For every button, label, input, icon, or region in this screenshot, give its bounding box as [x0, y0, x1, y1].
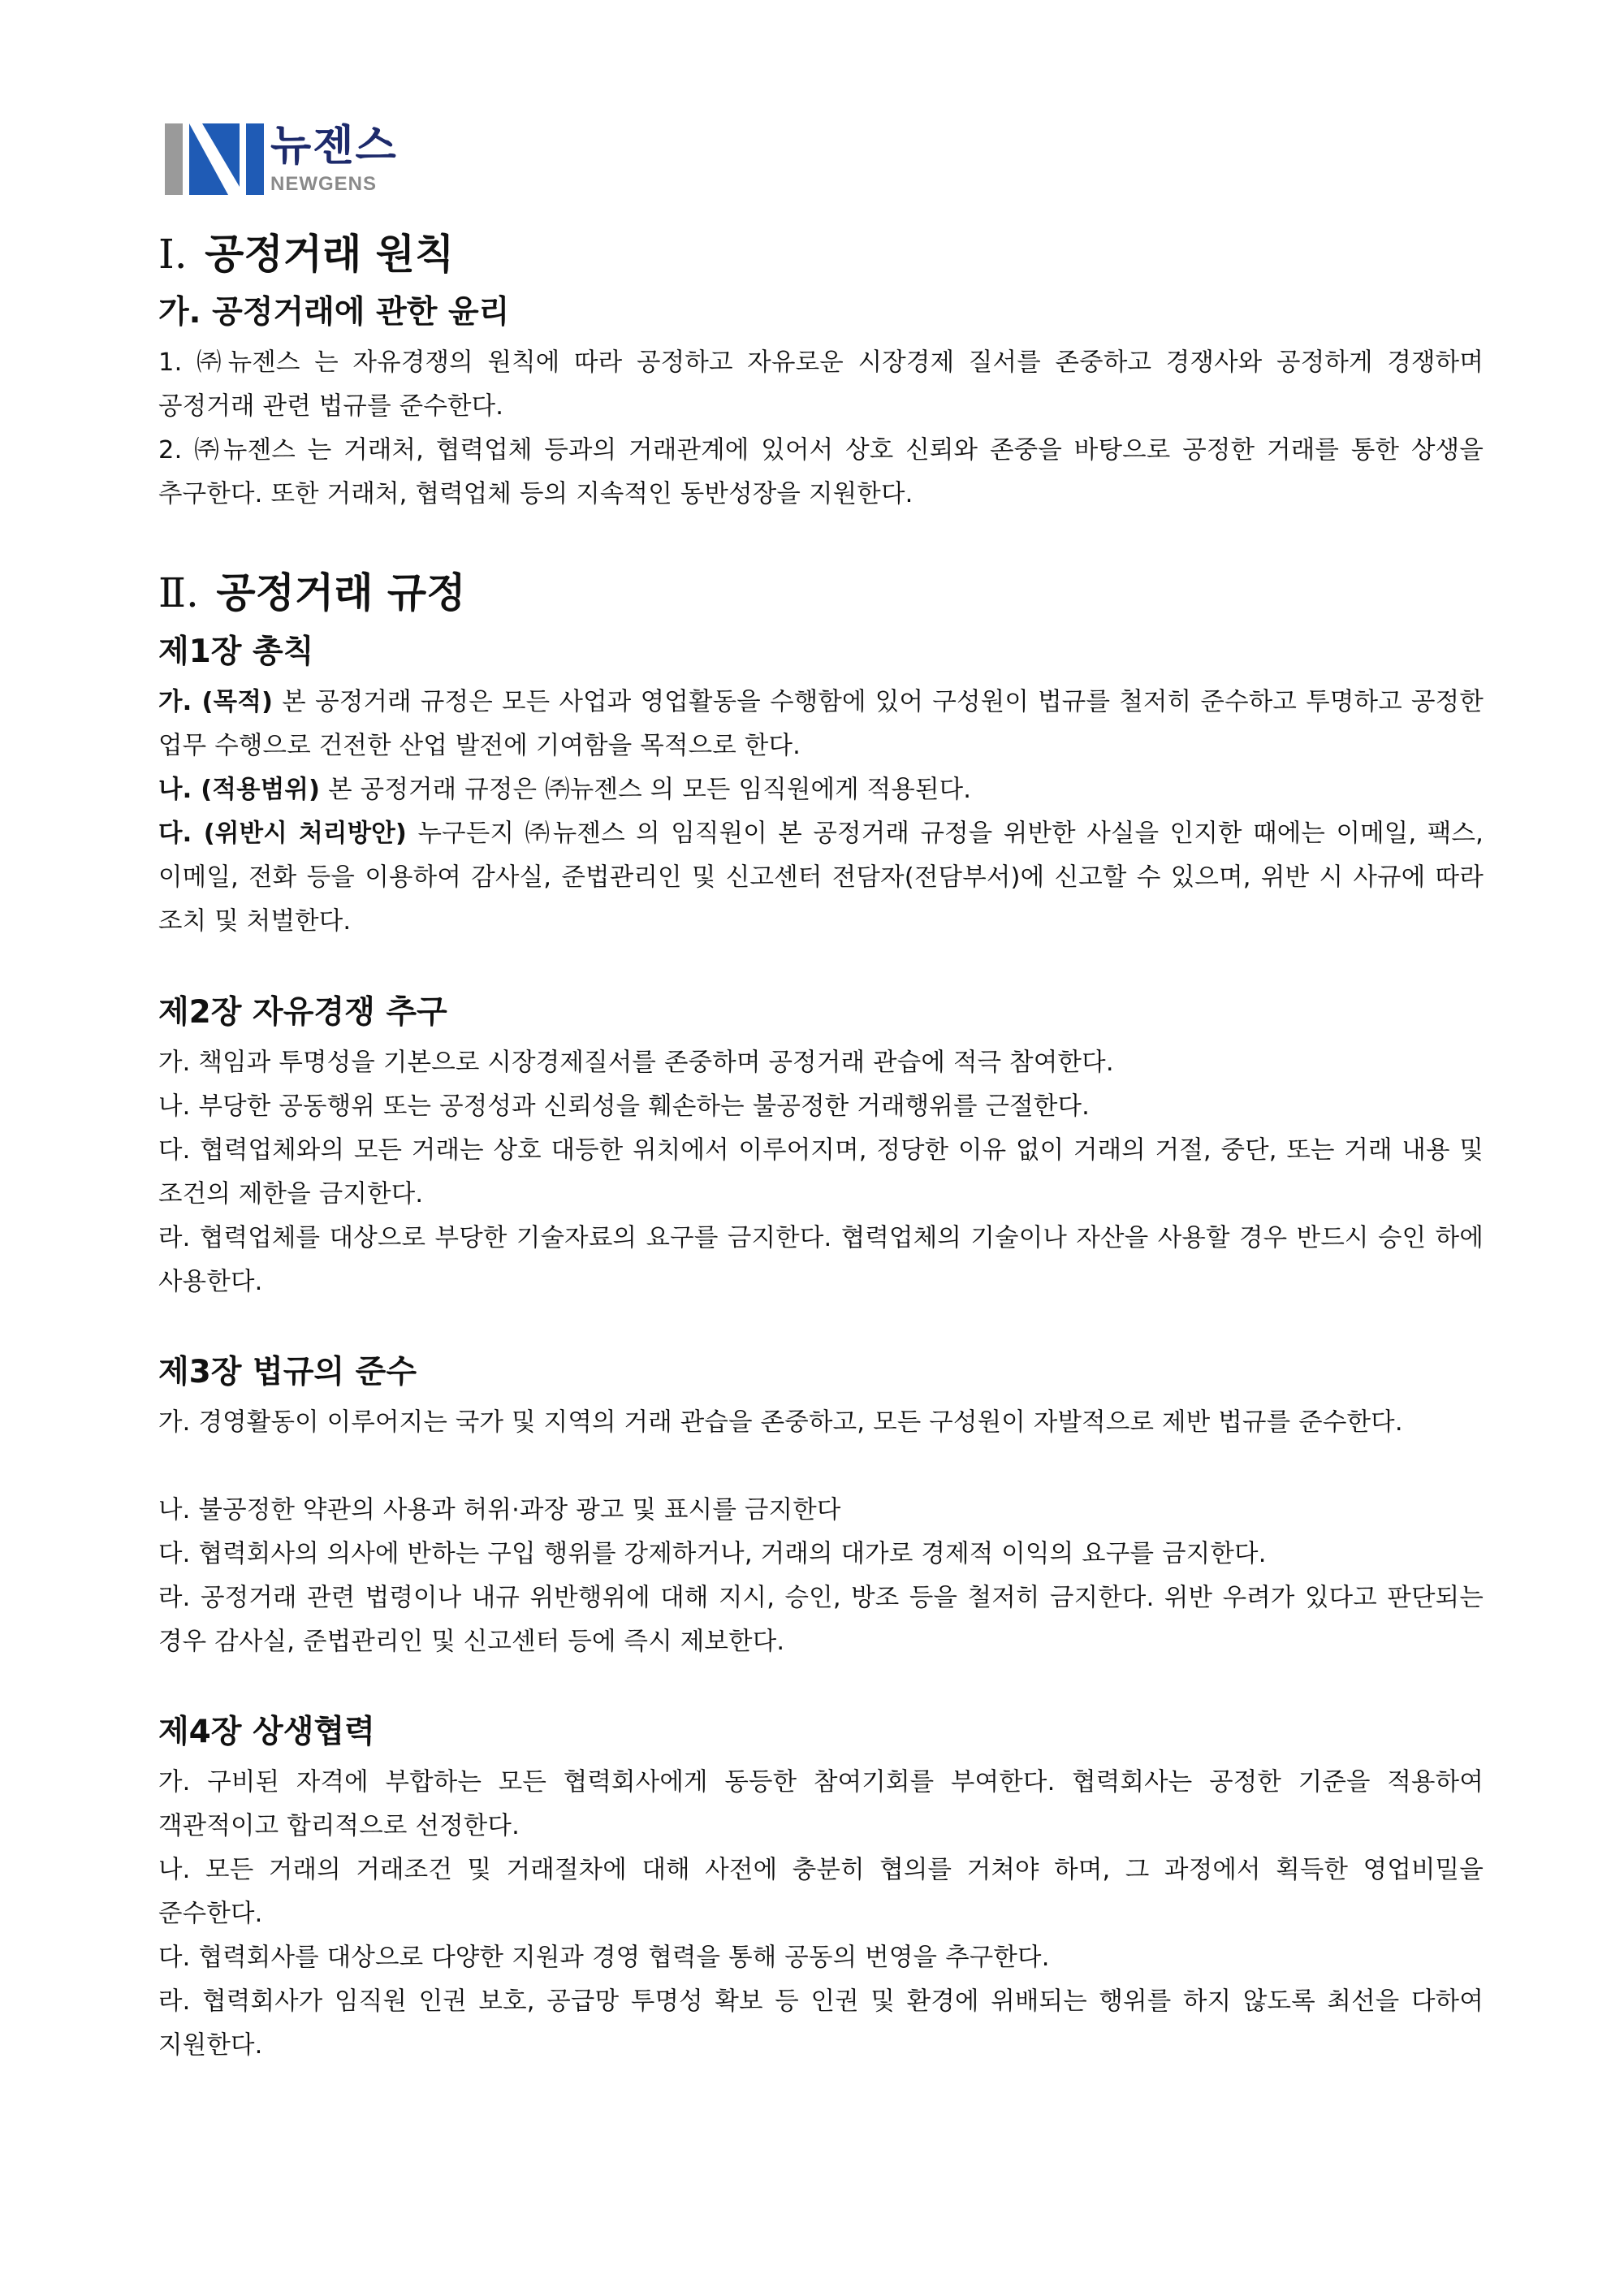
item-text: 누구든지 ㈜뉴젠스 의 임직원이 본 공정거래 규정을 위반한 사실을 인지한 때에는 이메일, 팩스, 이메일, 전화 등을 이용하여 감사실, 준법관리인 및 신고센터 전담자(전담부서)에 신고할 수 있으며, 위반 시 사규에 따라 조치 및 처벌한다.	[158, 819, 1484, 936]
section-2-numeral: Ⅱ.	[158, 569, 199, 616]
item-label: 다. (위반시 처리방안)	[158, 819, 408, 848]
section-1-heading	[158, 230, 454, 279]
chapter-3-item-3: 다. 협력회사의 의사에 반하는 구입 행위를 강제하거나, 거래의 대가로 경제적 이익의 요구를 금지한다.	[158, 1540, 1267, 1568]
section-1-title: 공정거래 원칙	[205, 231, 455, 278]
logo-diagonal-n-icon	[189, 123, 240, 195]
logo-blue-bar	[246, 123, 264, 195]
section-1-subsection-title: 가. 공정거래에 관한 윤리	[158, 294, 510, 331]
ethics-item-1: 1. ㈜뉴젠스 는 자유경쟁의 원칙에 따라 공정하고 자유로운 시장경제 질서를 존중하고 경쟁사와 공정하게 경쟁하며 공정거래 관련 법규를 준수한다.	[158, 348, 1484, 421]
item-label: 나. (적용범위)	[158, 776, 321, 804]
chapter-2-item-4: 라. 협력업체를 대상으로 부당한 기술자료의 요구를 금지한다. 협력업체의 기술이나 자산을 사용할 경우 반드시 승인 하에 사용한다.	[158, 1224, 1484, 1296]
chapter-4-item-4: 라. 협력회사가 임직원 인권 보호, 공급망 투명성 확보 등 인권 및 환경에 위배되는 행위를 하지 않도록 최선을 다하여 지원한다.	[158, 1987, 1484, 2060]
logo-english-name: NEWGENS	[270, 173, 378, 195]
chapter-4-item-2: 나. 모든 거래의 거래조건 및 거래절차에 대해 사전에 충분히 협의를 거쳐야 하며, 그 과정에서 획득한 영업비밀을 준수한다.	[158, 1856, 1484, 1928]
logo-korean-name: 뉴젠스	[270, 122, 398, 171]
logo-n-mark-icon	[165, 123, 264, 195]
chapter-4-item-1: 가. 구비된 자격에 부합하는 모든 협력회사에게 동등한 참여기회를 부여한다. 협력회사는 공정한 기준을 적용하여 객관적이고 합리적으로 선정한다.	[158, 1768, 1484, 1840]
chapter-1-item-purpose	[158, 681, 1484, 768]
item-text: 본 공정거래 규정은 ㈜뉴젠스 의 모든 임직원에게 적용된다.	[320, 776, 972, 804]
item-label: 가. (목적)	[158, 688, 274, 716]
section-2-title: 공정거래 규정	[216, 569, 466, 616]
chapter-1-title: 제1장 총칙	[158, 633, 314, 670]
section-2-heading	[158, 569, 466, 617]
company-logo	[165, 123, 398, 198]
ethics-item-2: 2. ㈜뉴젠스 는 거래처, 협력업체 등과의 거래관계에 있어서 상호 신뢰와 존중을 바탕으로 공정한 거래를 통한 상생을 추구한다. 또한 거래처, 협력업체 등의 지속적인 동반성장을 지원한다.	[158, 436, 1484, 508]
chapter-4-item-3: 다. 협력회사를 대상으로 다양한 지원과 경영 협력을 통해 공동의 번영을 추구한다.	[158, 1944, 1050, 1972]
chapter-1-item-violation	[158, 812, 1484, 944]
chapter-2-item-2: 나. 부당한 공동행위 또는 공정성과 신뢰성을 훼손하는 불공정한 거래행위를 근절한다.	[158, 1092, 1091, 1121]
chapter-2-item-3: 다. 협력업체와의 모든 거래는 상호 대등한 위치에서 이루어지며, 정당한 이유 없이 거래의 거절, 중단, 또는 거래 내용 및 조건의 제한을 금지한다.	[158, 1136, 1484, 1209]
chapter-2-item-1: 가. 책임과 투명성을 기본으로 시장경제질서를 존중하며 공정거래 관습에 적극 참여한다.	[158, 1049, 1114, 1077]
chapter-1-item-scope	[158, 768, 1484, 812]
item-text: 본 공정거래 규정은 모든 사업과 영업활동을 수행함에 있어 구성원이 법규를 철저히 준수하고 투명하고 공정한 업무 수행으로 건전한 산업 발전에 기여함을 목적으로 한다.	[158, 688, 1484, 760]
chapter-3-item-1: 가. 경영활동이 이루어지는 국가 및 지역의 거래 관습을 존중하고, 모든 구성원이 자발적으로 제반 법규를 준수한다.	[158, 1408, 1403, 1437]
chapter-4-title: 제4장 상생협력	[158, 1714, 375, 1750]
chapter-2-title: 제2장 자유경쟁 추구	[158, 994, 447, 1031]
chapter-3-title: 제3장 법규의 준수	[158, 1354, 417, 1390]
section-1-numeral: Ⅰ.	[158, 231, 188, 278]
logo-wordmark	[270, 123, 398, 195]
chapter-3-item-4: 라. 공정거래 관련 법령이나 내규 위반행위에 대해 지시, 승인, 방조 등을 철저히 금지한다. 위반 우려가 있다고 판단되는 경우 감사실, 준법관리인 및 신고센터 등에 즉시 제보한다.	[158, 1584, 1484, 1656]
logo-gray-bar	[165, 123, 183, 195]
chapter-3-item-2: 나. 불공정한 약관의 사용과 허위·과장 광고 및 표시를 금지한다	[158, 1496, 841, 1524]
